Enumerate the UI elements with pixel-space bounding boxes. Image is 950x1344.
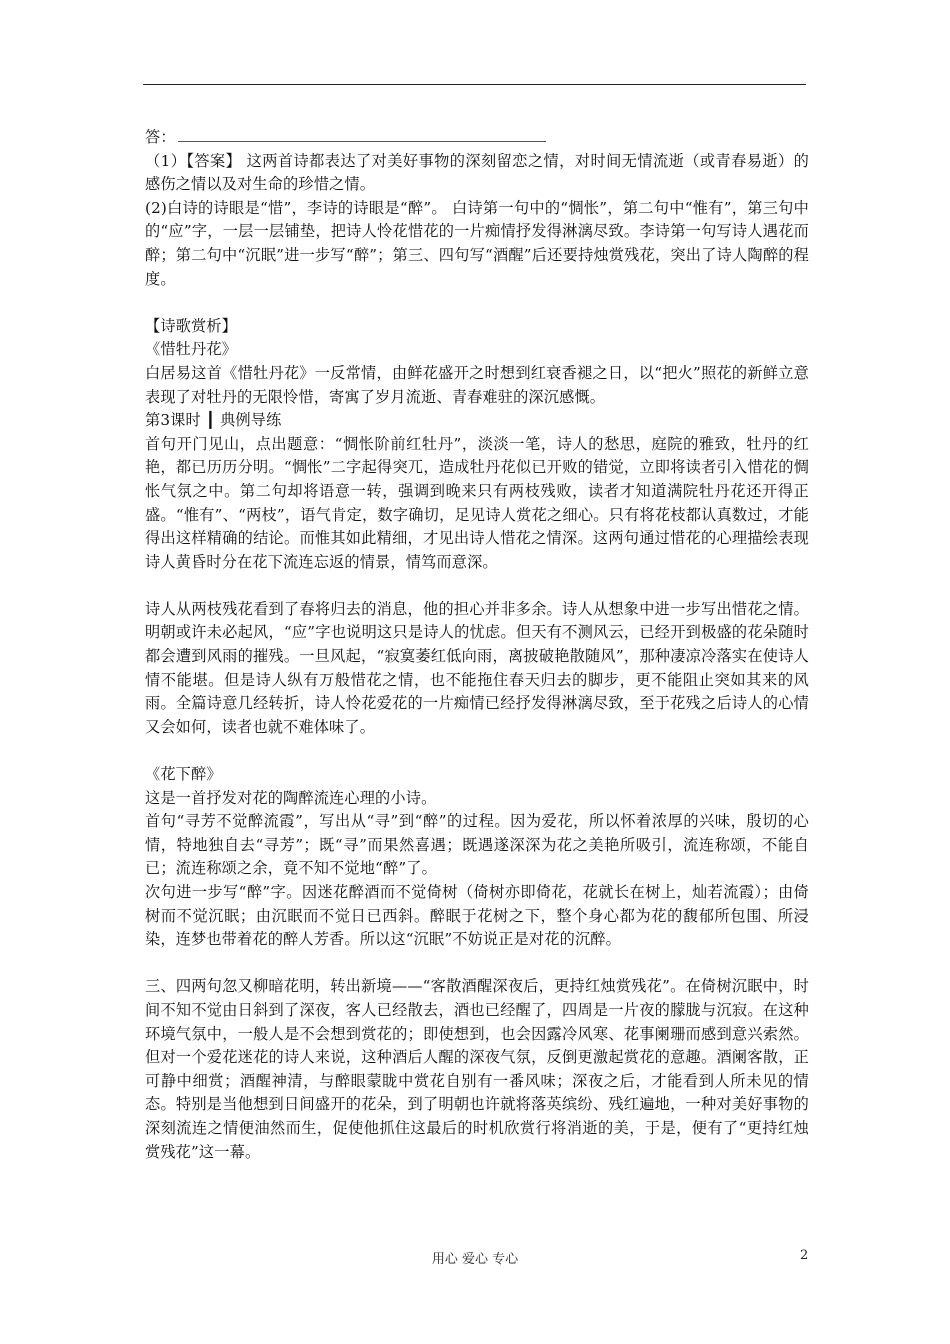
answer-part-2: (2)白诗的诗眼是“惜”，李诗的诗眼是“醉”。 白诗第一句中的“惆怅”，第二句中“惟有”，第三句中的“应”字，一层一层铺垫，把诗人怜花惜花的一片痴情抒发得淋漓尽致。李诗第一句写诗人遇花而醉；第二句中“沉眠”进一步写“醉”；第三、四句写“酒醒”后还要持烛赏残花，突出了诗人陶醉的程度。: [145, 198, 809, 288]
document-body: [145, 126, 809, 1164]
lesson-label: 第3课时 ┃ 典例导练: [145, 411, 282, 430]
poem2-intro: 这是一首抒发对花的陶醉流连心理的小诗。: [145, 788, 437, 807]
appreciation-heading: 【诗歌赏析】: [145, 316, 238, 335]
answer-line-row: [145, 126, 809, 150]
answer-blank-line: [178, 128, 546, 142]
poem1-intro: 白居易这首《惜牡丹花》一反常情，由鲜花盛开之时想到红衰香褪之日，以“把火”照花的新鲜立意表现了对牡丹的无限怜惜，寄寓了岁月流逝、青春难驻的深沉感慨。: [145, 363, 809, 406]
poem1-title: 《惜牡丹花》: [145, 340, 238, 359]
poem1-paragraph-1: 首句开门见山，点出题意：“惆怅阶前红牡丹”，淡淡一笔，诗人的愁思，庭院的雅致，牡丹的红艳，都已历历分明。“惆怅”二字起得突兀，造成牡丹花似已开败的错觉，立即将读者引入惜花的惆怅气氛之中。第二句却将语意一转，强调到晚来只有两枝残败，读者才知道满院牡丹花还开得正盛。“惟有”、“两枝”，语气肯定，数字确切，足见诗人赏花之细心。只有将花枝都认真数过，才能得出这样精确的结论。而惟其如此精细，才见出诗人惜花之情深。这两句通过惜花的心理描绘表现诗人黄昏时分在花下流连忘返的情景，情笃而意深。: [145, 434, 809, 571]
page-number: 2: [800, 1248, 809, 1263]
header-rule: [143, 84, 806, 85]
footer-slogan: 用心 爱心 专心: [431, 1252, 519, 1267]
poem2-paragraph-1: 首句“寻芳不觉醉流霞”，写出从“寻”到“醉”的过程。因为爱花，所以怀着浓厚的兴味，殷切的心情，特地独自去“寻芳”；既“寻”而果然喜遇；既遇遂深深为花之美艳所吸引，流连称颂，不能自已；流连称颂之余，竟不知不觉地“醉”了。: [145, 812, 809, 878]
poem1-paragraph-2: 诗人从两枝残花看到了春将归去的消息，他的担心并非多余。诗人从想象中进一步写出惜花之情。明朝或许未必起风，“应”字也说明这只是诗人的忧虑。但天有不测风云，已经开到极盛的花朵随时都会遭到风雨的摧残。一旦风起，“寂寞萎红低向雨，离披破艳散随风”，那种凄凉冷落实在使诗人情不能堪。但是诗人纵有万般惜花之情，也不能拖住春天归去的脚步，更不能阻止突如其来的风雨。全篇诗意几经转折，诗人怜花爱花的一片痴情已经抒发得淋漓尽致，至于花残之后诗人的心情又会如何，读者也就不难体味了。: [145, 599, 809, 736]
poem2-paragraph-3: 三、四两句忽又柳暗花明，转出新境——“客散酒醒深夜后，更持红烛赏残花”。在倚树沉眠中，时间不知不觉由日斜到了深夜，客人已经散去，酒也已经醒了，四周是一片夜的朦胧与沉寂。在这种环境气氛中，一般人是不会想到赏花的；即使想到，也会因露冷风寒、花事阑珊而感到意兴索然。但对一个爱花迷花的诗人来说，这种酒后人醒的深夜气氛，反倒更激起赏花的意趣。酒阑客散，正可静中细赏；酒醒神清，与醉眼蒙眬中赏花自别有一番风味；深夜之后，才能看到人所未见的情态。特别是当他想到日间盛开的花朵，到了明朝也许就将落英缤纷、残红遍地，一种对美好事物的深刻流连之情便油然而生，促使他抓住这最后的时机欣赏行将消逝的美，于是，便有了“更持红烛赏残花”这一幕。: [145, 977, 809, 1161]
poem2-paragraph-2: 次句进一步写“醉”字。因迷花醉酒而不觉倚树（倚树亦即倚花，花就长在树上，灿若流霞）；由倚树而不觉沉眠；由沉眠而不觉日已西斜。醉眠于花树之下，整个身心都为花的馥郁所包围、所浸染，连梦也带着花的醉人芳香。所以这“沉眠”不妨说正是对花的沉醉。: [145, 883, 809, 949]
answer-label: 答：: [145, 128, 176, 146]
poem2-title: 《花下醉》: [145, 765, 222, 784]
answer-part-1: （1）【答案】 这两首诗都表达了对美好事物的深刻留恋之情，对时间无情流逝（或青春易逝）的感伤之情以及对生命的珍惜之情。: [145, 151, 809, 194]
